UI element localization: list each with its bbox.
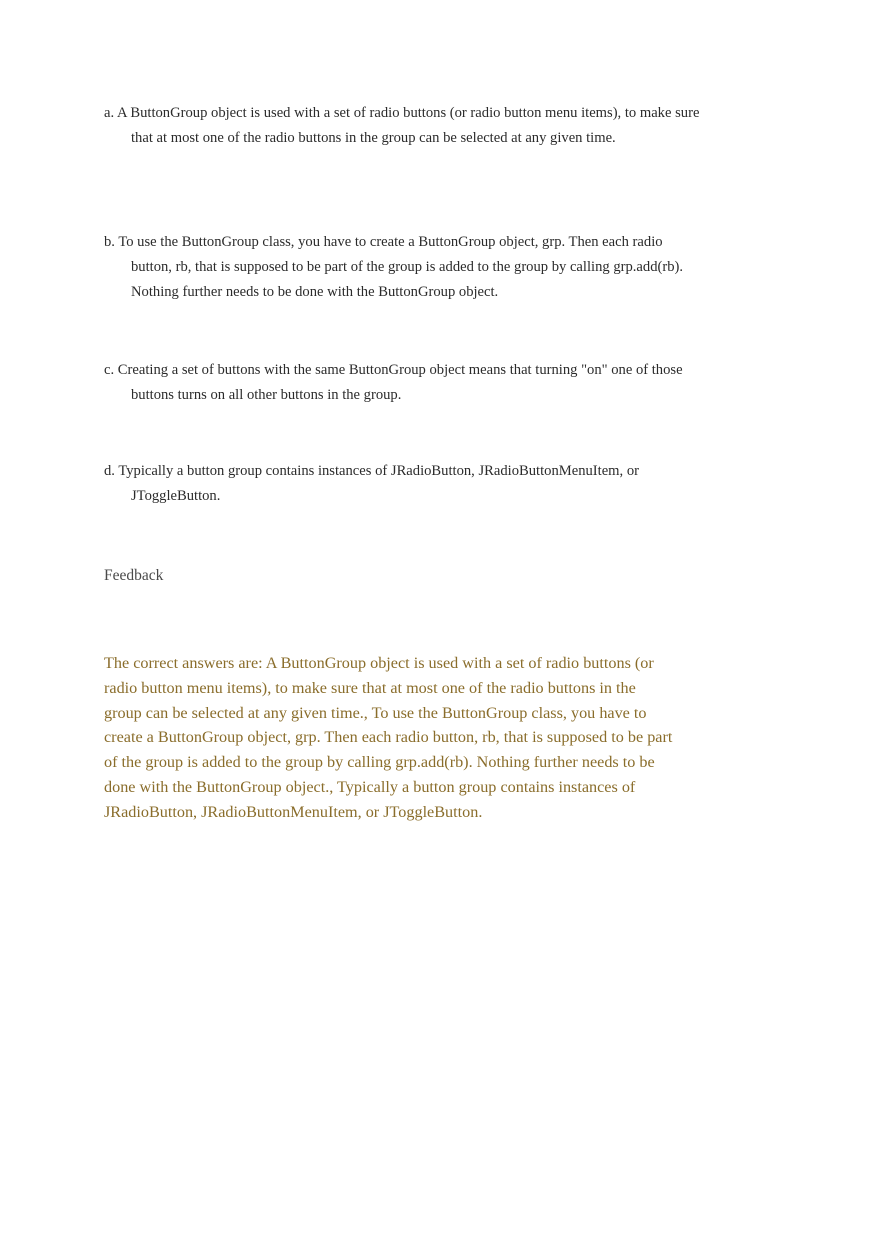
option-text: To use the ButtonGroup class, you have to create a ButtonGroup object, grp. Then each radio button, rb, that is supposed to be part of the group is added to the group by calling grp.add(rb). Nothing further needs to be done with the ButtonGroup object. <box>118 234 684 300</box>
answer-option-b <box>104 230 701 305</box>
answer-option-a <box>104 101 701 151</box>
answer-option-d <box>104 459 701 509</box>
feedback-heading: Feedback <box>104 567 164 584</box>
answer-option-c <box>104 358 701 408</box>
option-letter: b. <box>104 234 115 250</box>
option-letter: d. <box>104 463 115 479</box>
feedback-correct-answers: The correct answers are: A ButtonGroup object is used with a set of radio buttons (or radio button menu items), to make sure that at most one of the radio buttons in the group can be selected at any given time., To use the ButtonGroup class, you have to create a ButtonGroup object, grp. Then each radio button, rb, that is supposed to be part of the group is added to the group by calling grp.add(rb). Nothing further needs to be done with the ButtonGroup object., Typically a button group contains instances of JRadioButton, JRadioButtonMenuItem, or JToggleButton. <box>104 654 673 821</box>
option-letter: a. <box>104 105 115 121</box>
option-text: Creating a set of buttons with the same ButtonGroup object means that turning "on" one of those buttons turns on all other buttons in the group. <box>117 362 683 403</box>
option-text: A ButtonGroup object is used with a set of radio buttons (or radio button menu items), to make sure that at most one of the radio buttons in the group can be selected at any given time. <box>116 105 700 146</box>
option-letter: c. <box>104 362 115 378</box>
option-text: Typically a button group contains instances of JRadioButton, JRadioButtonMenuItem, or JToggleButton. <box>118 463 639 504</box>
